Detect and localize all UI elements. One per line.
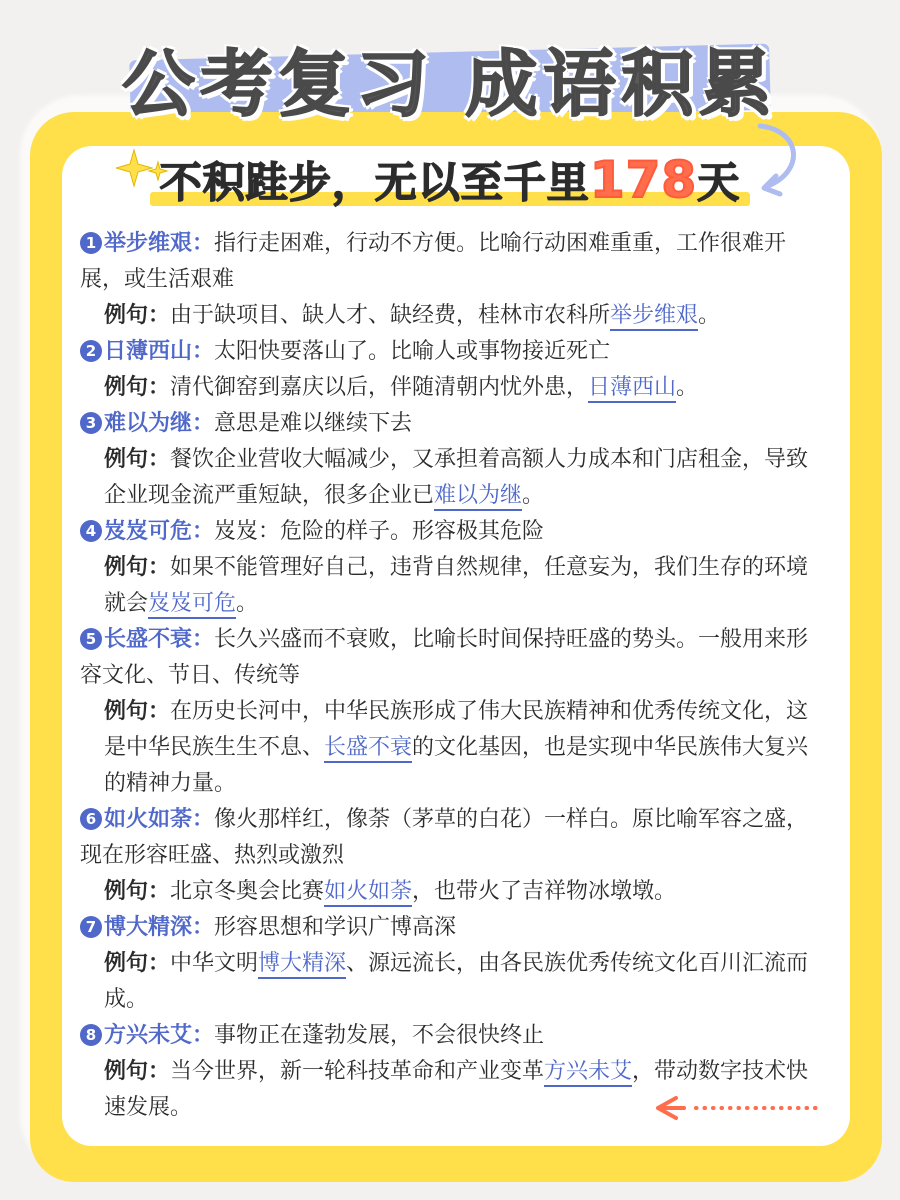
idiom-definition-line [80,910,820,946]
example-sentence [80,694,820,802]
number-badge: 1 [80,232,102,254]
example-text-after: 的文化基因，也是实现中华民族伟大复兴的精神力量。 [104,735,809,796]
example-label: 例句： [104,447,171,472]
example-text-before: 北京冬奥会比赛 [170,879,325,904]
idiom-definition: 指行走困难，行动不方便。比喻行动困难重重，工作很难开展，或生活艰难 [80,231,787,292]
idiom-term: 长盛不衰 [104,627,193,652]
example-text-before: 当今世界，新一轮科技革命和产业变革 [170,1059,545,1084]
example-label: 例句： [104,951,171,976]
idiom-definition: 像火那样红，像荼（茅草的白花）一样白。原比喻军容之盛，现在形容旺盛、热烈或激烈 [80,807,809,868]
number-badge: 6 [80,808,102,830]
example-idiom-underlined: 举步维艰 [610,303,698,331]
idiom-definition: 太阳快要落山了。比喻人或事物接近死亡 [214,339,611,364]
idiom-definition-line [80,802,820,874]
subtitle-wrap [0,150,900,210]
idiom-definition-line [80,406,820,442]
example-label: 例句： [104,699,171,724]
example-text-before: 清代御窑到嘉庆以后，伴随清朝内忧外患， [170,375,589,400]
number-badge: 4 [80,520,102,542]
example-label: 例句： [104,879,171,904]
idiom-term: 岌岌可危 [104,519,193,544]
example-label: 例句： [104,1059,171,1084]
example-text-after: 。 [698,303,721,328]
example-sentence [80,298,820,334]
example-sentence [80,370,820,406]
subtitle-day-unit: 天 [697,158,741,207]
idiom-definition: 事物正在蓬勃发展，不会很快终止 [214,1023,545,1048]
example-idiom-underlined: 日薄西山 [588,375,676,403]
page-title: 公考复习 成语积累 [122,42,778,126]
example-sentence [80,550,820,622]
example-text-after: ，也带火了吉祥物冰墩墩。 [412,879,677,904]
number-badge: 5 [80,628,102,650]
idiom-term: 举步维艰 [104,231,193,256]
idiom-definition-line [80,226,820,298]
example-text-after: 、源远流长，由各民族优秀传统文化百川汇流而成。 [104,951,809,1012]
idiom-definition: 意思是难以继续下去 [214,411,413,436]
idiom-term: 如火如荼 [104,807,193,832]
example-idiom-underlined: 博大精深 [258,951,346,979]
left-arrow-icon [654,1094,824,1122]
example-text-after: 。 [522,483,545,508]
example-label: 例句： [104,303,171,328]
term-colon: ： [192,627,215,652]
example-idiom-underlined: 方兴未艾 [544,1059,632,1087]
idiom-entry [80,910,820,1018]
term-colon: ： [192,1023,215,1048]
subtitle [160,150,740,210]
example-sentence [80,946,820,1018]
idiom-definition-line [80,514,820,550]
idiom-definition-line [80,622,820,694]
idiom-term: 难以为继 [104,411,193,436]
idiom-entry [80,334,820,406]
idiom-definition: 形容思想和学识广博高深 [214,915,457,940]
idiom-entry [80,622,820,802]
number-badge: 2 [80,340,102,362]
idiom-entry [80,514,820,622]
idiom-definition-line [80,334,820,370]
idiom-term: 方兴未艾 [104,1023,193,1048]
example-text-before: 在历史长河中，中华民族形成了伟大民族精神和优秀传统文化，这是中华民族生生不息、 [104,699,809,760]
subtitle-text: 不积跬步，无以至千里 [159,158,590,207]
example-text-before: 如果不能管理好自己，违背自然规律，任意妄为，我们生存的环境就会 [104,555,809,616]
example-text-after: 。 [676,375,699,400]
number-badge: 7 [80,916,102,938]
example-sentence [80,874,820,910]
example-sentence [80,442,820,514]
number-badge: 3 [80,412,102,434]
idiom-entry [80,226,820,334]
day-number: 178 [589,151,698,209]
idiom-term: 博大精深 [104,915,193,940]
example-idiom-underlined: 长盛不衰 [324,735,412,763]
example-idiom-underlined: 如火如荼 [324,879,412,907]
example-label: 例句： [104,375,171,400]
idiom-entry [80,802,820,910]
idiom-definition: 长久兴盛而不衰败，比喻长时间保持旺盛的势头。一般用来形容文化、节日、传统等 [80,627,809,688]
example-label: 例句： [104,555,171,580]
term-colon: ： [192,915,215,940]
example-text-before: 中华文明 [170,951,259,976]
idiom-definition: 岌岌：危险的样子。形容极其危险 [214,519,545,544]
term-colon: ： [192,231,215,256]
idiom-definition-line [80,1018,820,1054]
example-text-after: 。 [236,591,259,616]
example-idiom-underlined: 岌岌可危 [148,591,236,619]
number-badge: 8 [80,1024,102,1046]
term-colon: ： [192,519,215,544]
term-colon: ： [192,807,215,832]
example-text-before: 餐饮企业营收大幅减少，又承担着高额人力成本和门店租金，导致企业现金流严重短缺，很多企业已 [104,447,809,508]
example-idiom-underlined: 难以为继 [434,483,522,511]
example-text-after: ，带动数字技术快速发展。 [104,1059,809,1120]
example-text-before: 由于缺项目、缺人才、缺经费，桂林市农科所 [170,303,611,328]
term-colon: ： [192,411,215,436]
idiom-entry [80,406,820,514]
term-colon: ： [192,339,215,364]
idiom-list [80,226,820,1126]
idiom-term: 日薄西山 [104,339,193,364]
